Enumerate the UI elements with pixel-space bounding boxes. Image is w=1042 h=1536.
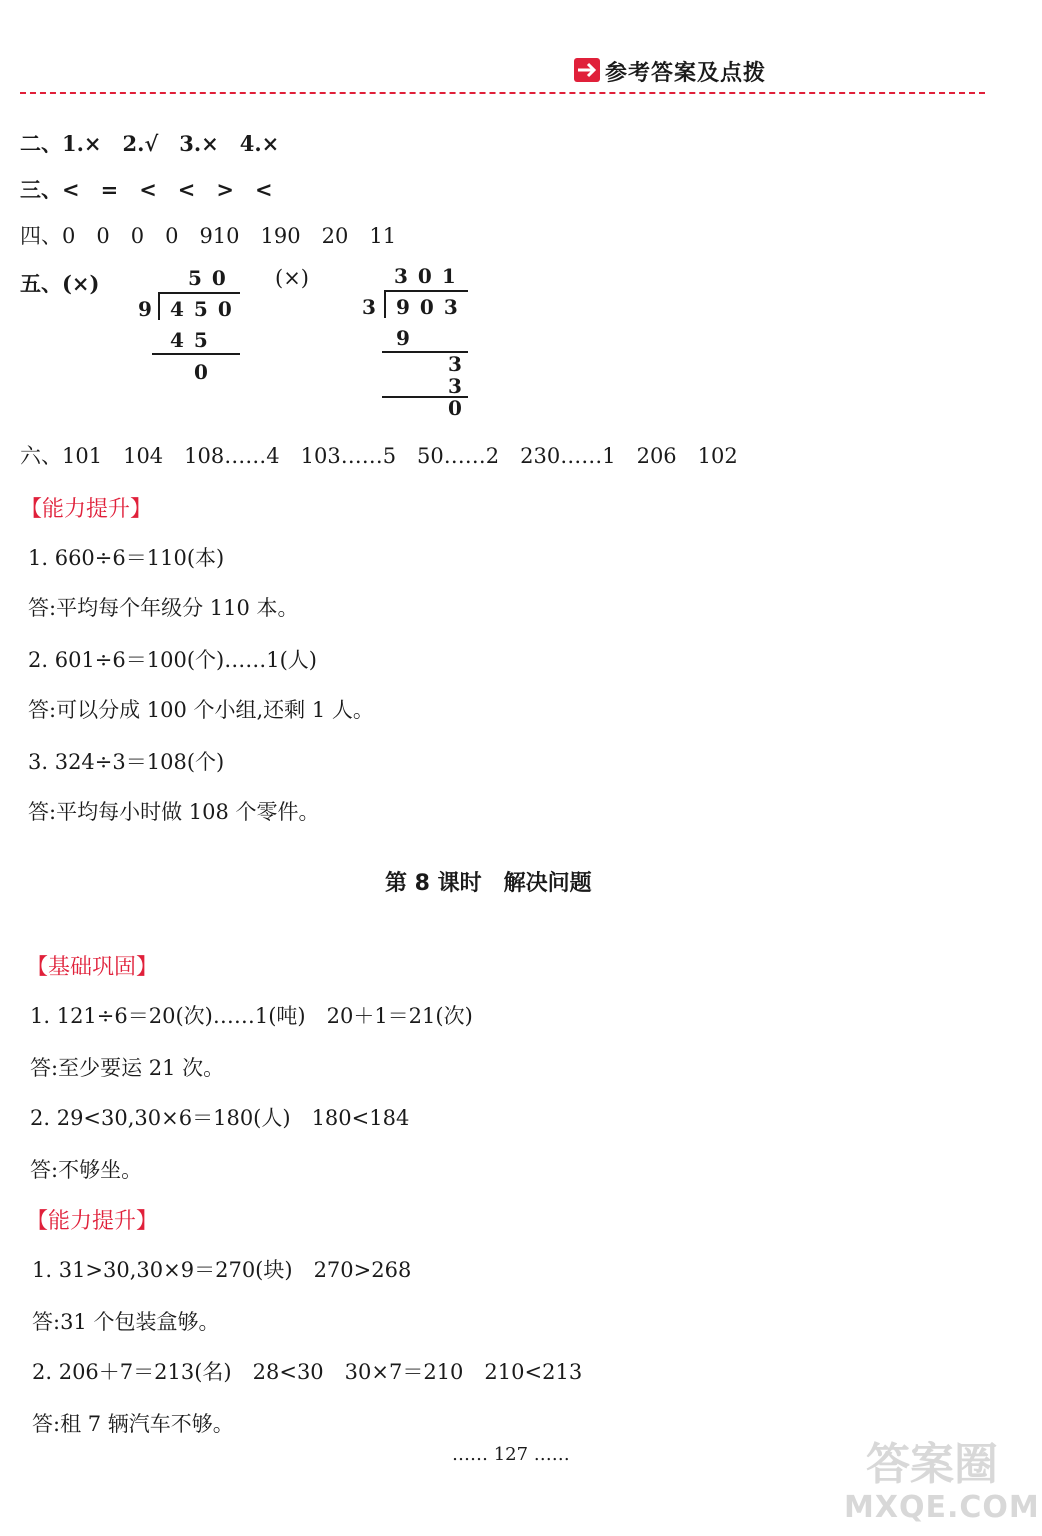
problem-a1: 1. 660÷6＝110(本) — [28, 546, 225, 570]
division1-step1: 45 — [170, 328, 218, 352]
problem-c2: 2. 206＋7＝213(名) 28<30 30×7＝210 210<213 — [32, 1360, 583, 1384]
answer-a3: 答:平均每小时做 108 个零件。 — [28, 800, 320, 824]
tag-ability-1: 【能力提升】 — [20, 497, 153, 522]
problem-c1: 1. 31>30,30×9＝270(块) 270>268 — [32, 1258, 412, 1282]
division2-quotient: 301 — [394, 264, 466, 288]
division1-step-line — [152, 353, 240, 355]
answer-b1: 答:至少要运 21 次。 — [30, 1056, 225, 1080]
division2-remainder: 0 — [448, 396, 472, 420]
header-title: 参考答案及点拨 — [605, 61, 767, 86]
division2-bracket — [384, 290, 386, 318]
tag-basic: 【基础巩固】 — [26, 955, 159, 980]
division1-divisor: 9 — [138, 297, 162, 321]
problem-a3: 3. 324÷3＝108(个) — [28, 750, 225, 774]
division1-remainder: 0 — [194, 360, 218, 384]
answer-si: 四、0 0 0 0 910 190 20 11 — [20, 224, 397, 248]
answer-a2: 答:可以分成 100 个小组,还剩 1 人。 — [28, 698, 374, 722]
page-number: …… 127 …… — [452, 1444, 570, 1465]
division1-bracket — [158, 292, 160, 320]
answer-san: 三、< = < < > < — [20, 177, 273, 202]
division2-step1: 9 — [396, 326, 420, 350]
header-divider — [20, 92, 985, 94]
problem-b2: 2. 29<30,30×6＝180(人) 180<184 — [30, 1106, 410, 1130]
section-title: 第 8 课时 解决问题 — [385, 871, 592, 896]
division2-divisor: 3 — [362, 295, 386, 319]
answer-c1: 答:31 个包装盒够。 — [32, 1310, 220, 1334]
answer-liu: 六、101 104 108……4 103……5 50……2 230……1 206 102 — [20, 444, 738, 468]
division2-dividend: 903 — [396, 295, 468, 319]
answer-er: 二、1.× 2.√ 3.× 4.× — [20, 131, 280, 156]
answer-wu-label: 五、(×) — [20, 271, 100, 296]
division2-step2a: 3 — [448, 352, 472, 376]
watermark-site: MXQE.COM — [844, 1490, 1040, 1525]
answer-c2: 答:租 7 辆汽车不够。 — [32, 1412, 234, 1436]
answer-wu-mid: (×) — [275, 266, 309, 290]
answer-b2: 答:不够坐。 — [30, 1158, 143, 1182]
tag-ability-2: 【能力提升】 — [26, 1209, 159, 1234]
division1-bar — [158, 292, 240, 294]
answer-a1: 答:平均每个年级分 110 本。 — [28, 596, 299, 620]
problem-a2: 2. 601÷6＝100(个)……1(人) — [28, 648, 317, 672]
arrow-icon — [574, 58, 600, 82]
division1-dividend: 450 — [170, 297, 242, 321]
watermark-logo: 答案圈 — [866, 1439, 998, 1490]
problem-b1: 1. 121÷6＝20(次)……1(吨) 20＋1＝21(次) — [30, 1004, 473, 1028]
division2-bar — [384, 290, 468, 292]
division1-quotient: 50 — [188, 266, 236, 290]
division2-step2b: 3 — [448, 374, 472, 398]
